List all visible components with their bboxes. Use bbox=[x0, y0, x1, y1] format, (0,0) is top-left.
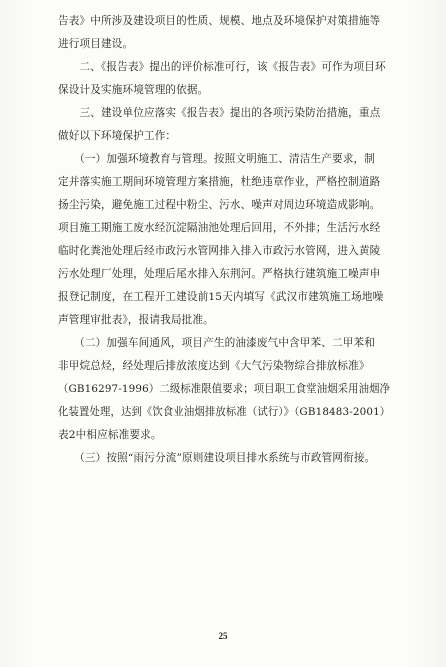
text-line-3: 二、《报告表》提出的评价标准可行，该《报告表》可作为项目环 bbox=[58, 61, 386, 73]
page-number: 25 bbox=[218, 631, 228, 641]
text-line-8: 定并落实施工期间环境管理方案措施，杜绝违章作业，严格控制道路 bbox=[58, 176, 381, 188]
body-text bbox=[58, 10, 390, 470]
text-line-1: 告表》中所涉及建设项目的性质、规模、地点及环境保护对策措施等 bbox=[58, 15, 381, 27]
text-line-9: 扬尘污染，避免施工过程中粉尘、污水、噪声对周边环境造成影响。 bbox=[58, 199, 381, 211]
text-line-7: （一）加强环境教育与管理。按照文明施工、清洁生产要求，制 bbox=[58, 153, 376, 165]
text-line-13: 报登记制度，在工程开工建设前15天内填写《武汉市建筑施工场地噪 bbox=[58, 291, 384, 303]
text-line-14: 声管理审批表》，报请我局批准。 bbox=[58, 314, 214, 326]
text-line-20: （三）按照“雨污分流”原则建设项目排水系统与市政管网衔接。 bbox=[58, 452, 376, 464]
text-line-18: 化装置处理，达到《饮食业油烟排放标准（试行）》（GB18483-2001） bbox=[58, 406, 391, 418]
text-line-10: 项目施工期施工废水经沉淀隔油池处理后回用，不外排；生活污水经 bbox=[58, 222, 381, 234]
text-line-19: 表2中相应标准要求。 bbox=[58, 429, 162, 441]
text-line-11: 临时化粪池处理后经市政污水管网排入排入市政污水管网，进入黄陵 bbox=[58, 245, 381, 257]
text-line-15: （二）加强车间通风，项目产生的油漆废气中含甲苯、二甲苯和 bbox=[58, 337, 376, 349]
text-line-12: 污水处理厂处理，处理后尾水排入东荆河。严格执行建筑施工噪声申 bbox=[58, 268, 381, 280]
text-line-16: 非甲烷总烃，经处理后排放浓度达到《大气污染物综合排放标准》 bbox=[58, 360, 370, 372]
text-line-6: 做好以下环境保护工作： bbox=[58, 130, 177, 142]
text-line-4: 保设计及实施环境管理的依据。 bbox=[58, 84, 209, 96]
text-line-5: 三、建设单位应落实《报告表》提出的各项污染防治措施，重点 bbox=[58, 107, 381, 119]
text-line-17: （GB16297-1996）二级标准限值要求；项目职工食堂油烟采用油烟净 bbox=[58, 383, 391, 395]
text-line-2: 进行项目建设。 bbox=[58, 38, 134, 50]
